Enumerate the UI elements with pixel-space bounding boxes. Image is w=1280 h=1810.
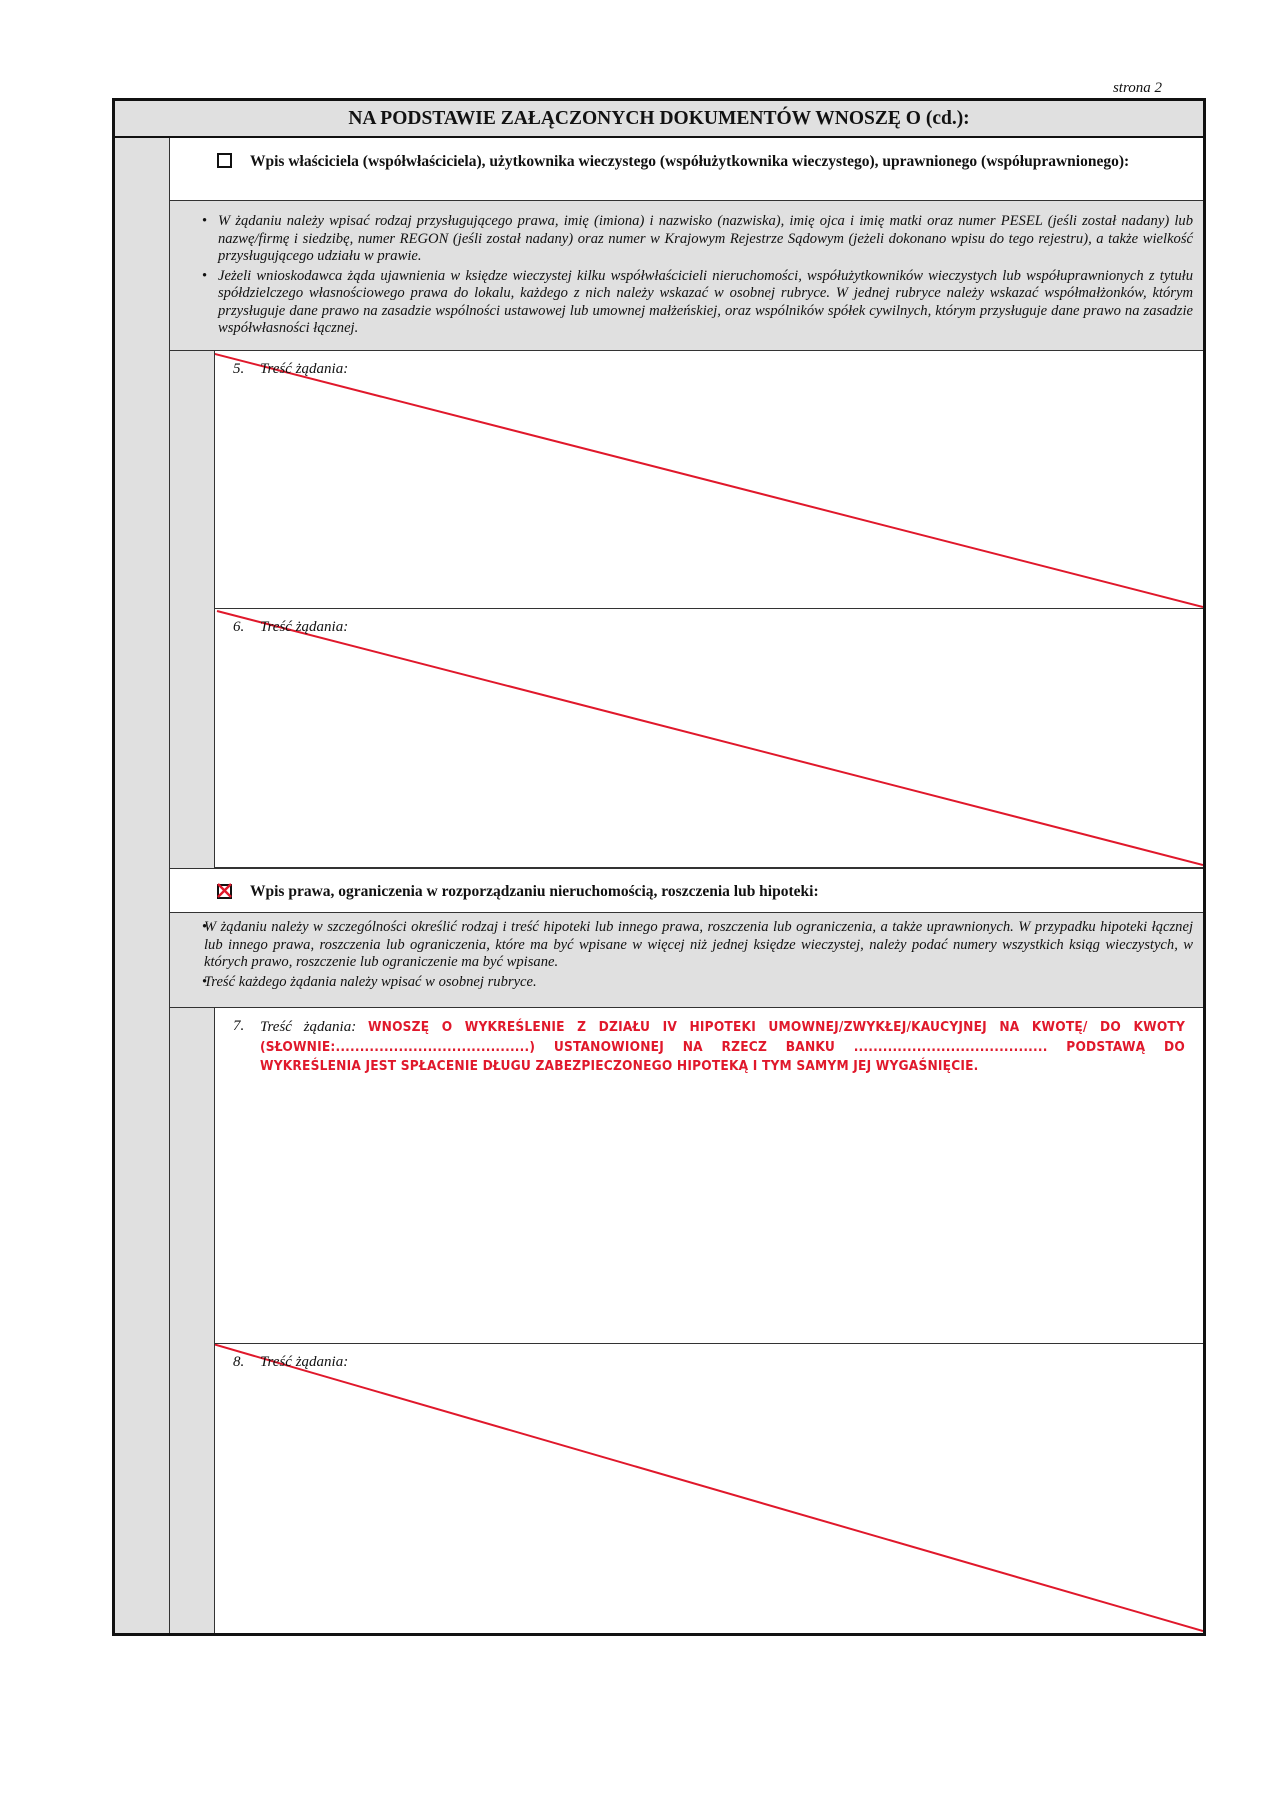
request-field-8[interactable] xyxy=(215,1344,1203,1633)
cross-out-line-icon xyxy=(215,351,1203,609)
request-field-6[interactable] xyxy=(215,609,1203,868)
field-number: 6. xyxy=(233,619,245,635)
section-owner-notes xyxy=(170,201,1203,351)
section-right-entry xyxy=(170,868,1203,913)
note-item: • Jeżeli wnioskodawca żąda ujawnienia w księdze wieczystej kilku współwłaścicieli nieruchomości, współużytkowników wieczystych lub współuprawnionych z tytułu spółdzielczego własnościowego prawa do lokalu, każdego z nich należy wskazać w osobnej rubryce. W jednej rubryce należy wskazać współmałżonków, którym przysługuje dane prawo na zasadzie wspólności ustawowej lub umownej małżeńskiej, oraz wspólników spółek cywilnych, którym przysługuje dane prawo na zasadzie współwłasności łącznej. xyxy=(170,268,1193,338)
checkbox-owner-entry[interactable] xyxy=(217,153,232,168)
field-number: 5. xyxy=(233,361,245,377)
form-frame xyxy=(112,98,1206,1636)
checkbox-right-entry[interactable] xyxy=(217,884,232,899)
filled-request-text: WNOSZĘ O WYKREŚLENIE Z DZIAŁU IV HIPOTEKI UMOWNEJ/ZWYKŁEJ/KAUCYJNEJ NA KWOTĘ/ DO KWOTY (SŁOWNIE:........................................) USTANOWIONEJ NA RZECZ BANKU ........................................ PODSTAWĄ DO WYKREŚLENIA JEST SPŁACENIE DŁUGU ZABEZPIECZONEGO HIPOTEKĄ I TYM SAMYM JEJ WYGAŚNIĘCIE. xyxy=(260,1019,1186,1074)
note-item: • Treść każdego żądania należy wpisać w osobnej rubryce. xyxy=(170,974,1193,992)
check-mark-icon xyxy=(216,880,236,900)
left-margin-column xyxy=(115,138,170,1633)
field-label: Treść żądania: xyxy=(260,361,349,377)
request-field-7[interactable] xyxy=(215,1008,1203,1344)
form-header-title: NA PODSTAWIE ZAŁĄCZONYCH DOKUMENTÓW WNOSZĘ O (cd.): xyxy=(115,101,1203,138)
field-number: 7. xyxy=(233,1018,245,1034)
cross-out-line-icon xyxy=(215,609,1203,868)
page-number-label: strona 2 xyxy=(1112,80,1162,96)
section-right-entry-title: Wpis prawa, ograniczenia w rozporządzaniu nieruchomością, roszczenia lub hipoteki: xyxy=(250,883,819,900)
section-owner-entry xyxy=(170,138,1203,201)
section-right-notes xyxy=(170,913,1203,1008)
field-label: Treść żądania: xyxy=(260,1019,357,1035)
request-field-5[interactable] xyxy=(215,351,1203,609)
field-label: Treść żądania: xyxy=(260,619,349,635)
field-7-content xyxy=(260,1018,1185,1077)
note-item: • W żądaniu należy wpisać rodzaj przysługującego prawa, imię (imiona) i nazwisko (nazwiska), imię ojca i imię matki oraz numer PESEL (jeśli został nadany) lub nazwę/firmę i siedzibę, numer REGON (jeśli został nadany) oraz numer w Krajowym Rejestrze Sądowym (jeżeli dokonano wpisu do tego rejestru), a także wielkość przysługującego udziału w prawie. xyxy=(170,213,1193,266)
note-item: • W żądaniu należy w szczególności określić rodzaj i treść hipoteki lub innego prawa, roszczenia lub ograniczenia, a także uprawnionych. W przypadku hipoteki łącznej lub innego prawa, roszczenia lub ograniczenia, które ma być wpisane w więcej niż jednej księdze wieczystej, należy podać numery wszystkich ksiąg wieczystych, w których prawo, roszczenie lub ograniczenie ma być wpisane. xyxy=(170,919,1193,972)
cross-out-line-icon xyxy=(215,1344,1203,1633)
field-label: Treść żądania: xyxy=(260,1354,349,1370)
field-number: 8. xyxy=(233,1354,245,1370)
section-owner-entry-title: Wpis właściciela (współwłaściciela), użytkownika wieczystego (współużytkownika wieczystego), uprawnionego (współuprawnionego): xyxy=(250,153,1130,170)
